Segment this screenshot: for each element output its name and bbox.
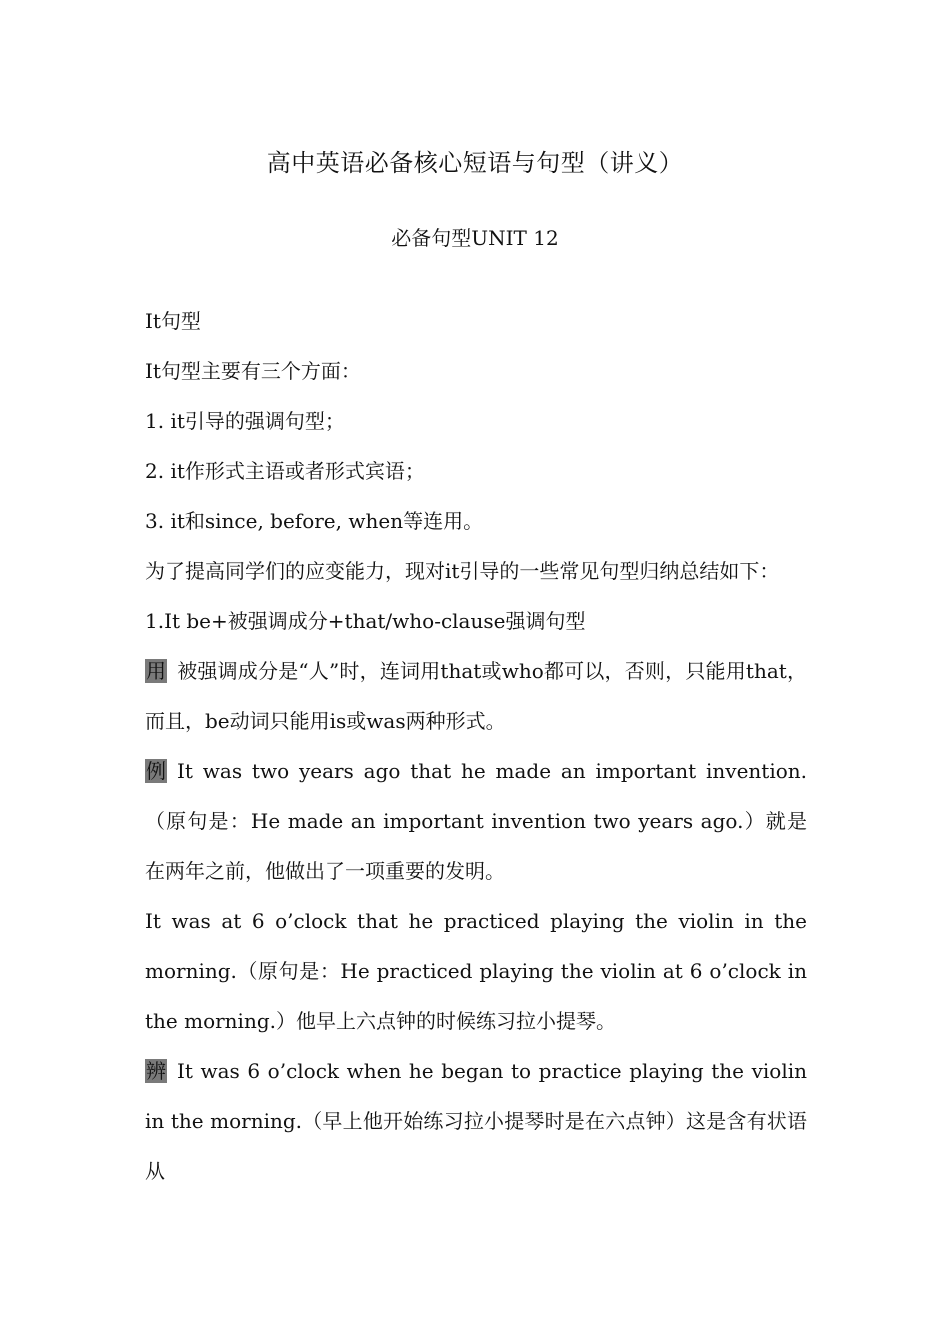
- paragraph-example-2: It was at 6 o’clock that he practiced playing the violin in the morning.（原句是：He practiced playing the violin at 6 o’clock in the morning.）他早上六点钟的时候练习拉小提琴。: [145, 909, 807, 1033]
- list-item-2: 2. it作形式主语或者形式宾语；: [145, 459, 425, 483]
- document-body: [145, 296, 807, 1196]
- usage-tag: 用: [146, 659, 166, 683]
- distinguish-tag: 辨: [146, 1059, 166, 1083]
- paragraph-it-pattern-heading: It句型: [145, 309, 201, 333]
- section-heading-emphasis: 1.It be+被强调成分+that/who-clause强调句型: [145, 609, 586, 633]
- example-tag: 例: [146, 759, 166, 783]
- paragraph-example: 例 It was two years ago that he made an important invention.（原句是：He made an important invention two years ago.）就是在两年之前，他做出了一项重要的发明。: [145, 759, 807, 883]
- paragraph-usage: 用 被强调成分是“人”时，连词用that或who都可以，否则，只能用that，而且，be动词只能用is或was两种形式。: [145, 659, 807, 733]
- list-item-1: 1. it引导的强调句型；: [145, 409, 345, 433]
- paragraph-distinguish: 辨 It was 6 o’clock when he began to practice playing the violin in the morning.（早上他开始练习拉小提琴时是在六点钟）这是含有状语从: [145, 1059, 807, 1183]
- document-subtitle: 必备句型UNIT 12: [391, 226, 559, 250]
- paragraph-three-aspects: It句型主要有三个方面：: [145, 359, 361, 383]
- list-item-3: 3. it和since, before, when等连用。: [145, 509, 484, 533]
- document-title: 高中英语必备核心短语与句型（讲义）: [266, 149, 684, 177]
- paragraph-summary-intro: 为了提高同学们的应变能力，现对it引导的一些常见句型归纳总结如下：: [145, 559, 780, 583]
